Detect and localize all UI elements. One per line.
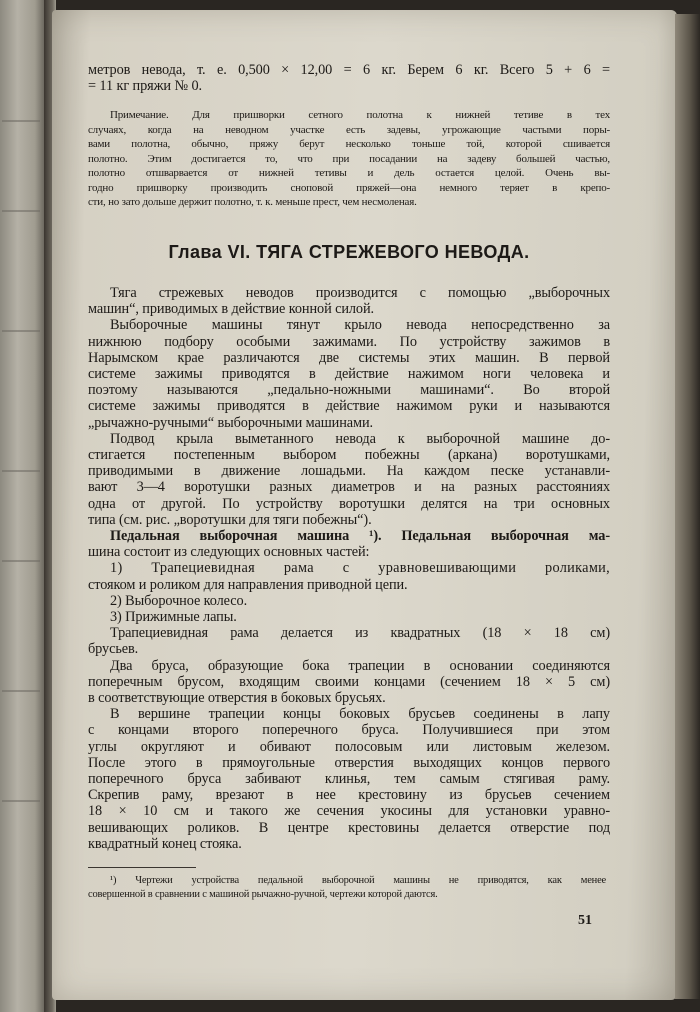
text-line: годно пришворку производить сноповой пряжей—она немного теряет в крепо- [88,181,610,194]
text-line: совершенной в сравнении с машиной рычажно-ручной, чертежи которой даются. [88,889,438,900]
text-line: Трапециевидная рама делается из квадратных (18 × 18 см) [110,625,610,642]
text-line: брусьев. [88,641,139,658]
chapter-body [88,285,610,852]
text-line: Два бруса, образующие бока трапеции в основании соединяются [110,657,610,674]
page-number: 51 [578,913,592,928]
text-line: Скрепив раму, врезают в нее крестовину из брусьев сечением [88,787,610,804]
footnote [88,874,606,902]
text-line: системе зажимы приводятся в действие нажимом ноги человека и [88,365,610,382]
text-line: „рычажно-ручными“ выборочными машинами. [88,414,373,431]
text-line: вами полотна, обычно, пряжу берут несколько тоньше той, которой сшивается [88,138,610,151]
page-text [88,62,610,852]
left-page-text-scrap [2,690,40,692]
left-page-edge [0,0,50,1012]
text-line: Нарымском крае различаются две системы этих машин. В первой [88,349,610,366]
text-line: полотно отшварвается от нижней тетивы и дель остается целой. Очень вы- [88,167,610,180]
text-line: Подвод крыла выметанного невода к выборочной машине до- [110,430,610,447]
text-line: Примечание. Для пришворки сетного полотна к нижней тетиве в тех [110,109,610,122]
text-line: стигается постепенным выбором побежны (аркана) воротушками, [88,446,610,463]
text-line: нижнюю подбору особыми зажимами. По устройству зажимов в [88,333,610,350]
text-line: поперечного бруса забивают клинья, тем самым стягивая раму. [88,771,610,787]
text-line: поперечным брусом, входящим своими концами (сечением 18 × 5 см) [88,673,610,690]
right-page-edge [675,14,700,999]
left-page-text-scrap [2,330,40,332]
text-line: приводимыми в движение лошадьми. На каждом песке устанавли- [88,463,610,480]
text-line: типа (см. рис. „воротушки для тяги побежны“). [88,511,372,528]
text-line: с концами второго поперечного бруса. Получившиеся при этом [88,722,610,739]
text-line: Выборочные машины тянут крыло невода непосредственно за [110,317,610,334]
text-line: 3) Прижимные лапы. [110,608,237,625]
left-page-text-scrap [2,800,40,802]
left-page-text-scrap [2,470,40,472]
text-line: После этого в прямоугольные отверстия выходящих концов первого [88,754,610,771]
text-line: поэтому называются „педально-ножными машинами“. Во второй [88,382,610,399]
text-line: ¹) Чертежи устройства педальной выборочной машины не приводятся, как менее [110,875,606,886]
text-line: 1) Трапециевидная рама с уравновешивающими роликами, [110,560,610,577]
text-line: углы округляют и обивают полосовым или листовым железом. [88,738,610,755]
text-line: В вершине трапеции концы боковых брусьев соединены в лапу [110,706,610,723]
text-line: шина состоит из следующих основных частей: [88,544,370,561]
text-line: Педальная выборочная машина ¹). Педальная выборочная ма- [110,527,610,544]
left-page-text-scrap [2,210,40,212]
text-line: квадратный конец стояка. [88,835,242,852]
text-line: метров невода, т. е. 0,500 × 12,00 = 6 кг. Берем 6 кг. Всего 5 + 6 = [88,62,610,78]
text-line: вают 3—4 воротушки разных диаметров и на разных расстояниях [88,479,610,496]
text-line: в соответствующие отверстия в боковых брусьях. [88,689,386,706]
text-line: системе зажимы приводятся в действие нажимом руки и называются [88,398,610,415]
note-paragraph [88,108,610,210]
text-line: полотно. Этим достигается то, что при посадании на задеву большей частью, [88,152,610,165]
text-line: машин“, приводимых в действие конной силой. [88,301,375,318]
top-paragraph [88,62,610,94]
text-line: одна от другой. По устройству воротушки делятся на три основных [88,495,610,512]
chapter-heading: Глава VI. ТЯГА СТРЕЖЕВОГО НЕВОДА. [168,241,530,262]
left-page-text-scrap [2,120,40,122]
text-line: стояком и роликом для направления приводной цепи. [88,576,408,593]
text-line: случаях, когда на неводном участке есть задевы, угрожающие частыми поры- [88,123,610,136]
text-line: сти, но зато дольше держит полотно, т. к. меньше прест, чем несмоленая. [88,196,417,209]
text-line: вешивающих роликов. В центре крестовины делается отверстие под [88,819,610,836]
left-page-text-scrap [2,560,40,562]
text-line: = 11 кг пряжи № 0. [88,78,202,95]
text-line: 18 × 10 см и такого же сечения укосины для установки уравно- [88,803,610,820]
text-line: Тяга стрежевых неводов производится с помощью „выборочных [110,284,610,301]
footnote-rule [88,867,196,868]
text-line: 2) Выборочное колесо. [110,592,248,609]
